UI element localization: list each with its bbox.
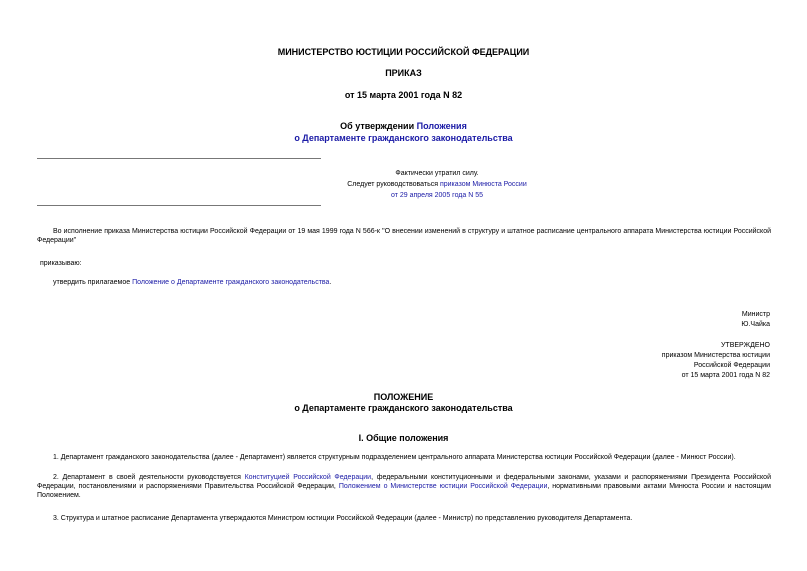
- status-note-line2: [300, 181, 574, 188]
- ministry-regulation-link[interactable]: Положением о Министерстве юстиции Российской Федерации: [338, 483, 548, 490]
- status-note-prefix: Следует руководствоваться: [347, 181, 440, 188]
- section-heading: I. Общие положения: [358, 433, 449, 443]
- regulation-subtitle: о Департаменте гражданского законодательства: [294, 403, 513, 413]
- title-regulation-link[interactable]: Положения: [416, 121, 467, 131]
- ministry-heading: МИНИСТЕРСТВО ЮСТИЦИИ РОССИЙСКОЙ ФЕДЕРАЦИИ: [277, 47, 530, 57]
- regulation-paragraph-1: 1. Департамент гражданского законодательства (далее - Департамент) является структурным подразделением центрального аппарата Министерства юстиции Российской Федерации (далее - Минюст России).: [53, 454, 736, 461]
- regulation-paragraph-3: 3. Структура и штатное расписание Департамента утверждаются Министром юстиции Российской Федерации (далее - Министр) по представлению руководителя Департамента.: [53, 515, 633, 522]
- constitution-link[interactable]: Конституцией Российской Федерации: [244, 474, 372, 481]
- document-type: ПРИКАЗ: [385, 68, 422, 78]
- approve-paragraph: [53, 279, 331, 286]
- approval-line4: от 15 марта 2001 года N 82: [681, 372, 770, 379]
- document-date-number: от 15 марта 2001 года N 82: [344, 90, 463, 100]
- signature-position: Министр: [741, 311, 770, 318]
- title-line2-link[interactable]: о Департаменте гражданского законодательства: [294, 133, 513, 143]
- approval-line1: УТВЕРЖДЕНО: [720, 342, 770, 349]
- regulation-paragraph-2: [37, 473, 771, 500]
- approval-line2: приказом Министерства юстиции: [661, 352, 770, 359]
- approval-line3: Российской Федерации: [693, 362, 770, 369]
- signature-name: Ю.Чайка: [741, 321, 770, 328]
- p2-part-b: , федеральными конституционными и федеральными законами, указами и распоряжениями Президента Российской Федерации, постановлениями и распоряжениями Правительства Российской Федерации,: [37, 474, 771, 490]
- title-prefix: Об утверждении: [340, 121, 417, 131]
- p2-part-c: , нормативными правовыми актами Минюста России и настоящим Положением.: [37, 483, 771, 499]
- regulation-link[interactable]: Положение о Департаменте гражданского законодательства: [132, 279, 330, 286]
- replacement-order-link[interactable]: приказом Минюста России: [439, 181, 527, 188]
- document-title: [0, 121, 807, 131]
- replacement-order-date-link[interactable]: от 29 апреля 2005 года N 55: [390, 192, 484, 199]
- order-word: приказываю:: [40, 260, 82, 267]
- preamble-paragraph: Во исполнение приказа Министерства юстиции Российской Федерации от 19 мая 1999 года N 566-к "О внесении изменений в структуру и штатное расписание центрального аппарата Министерства юстиции Российской Федерации": [37, 228, 771, 244]
- divider-bottom: [37, 205, 321, 206]
- approve-suffix: .: [329, 279, 332, 286]
- regulation-title: ПОЛОЖЕНИЕ: [373, 392, 434, 402]
- divider-top: [37, 158, 321, 159]
- p2-part-a: 2. Департамент в своей деятельности руководствуется: [53, 474, 245, 481]
- status-note-line1: Фактически утратил силу.: [395, 170, 479, 177]
- approve-prefix: утвердить прилагаемое: [53, 279, 133, 286]
